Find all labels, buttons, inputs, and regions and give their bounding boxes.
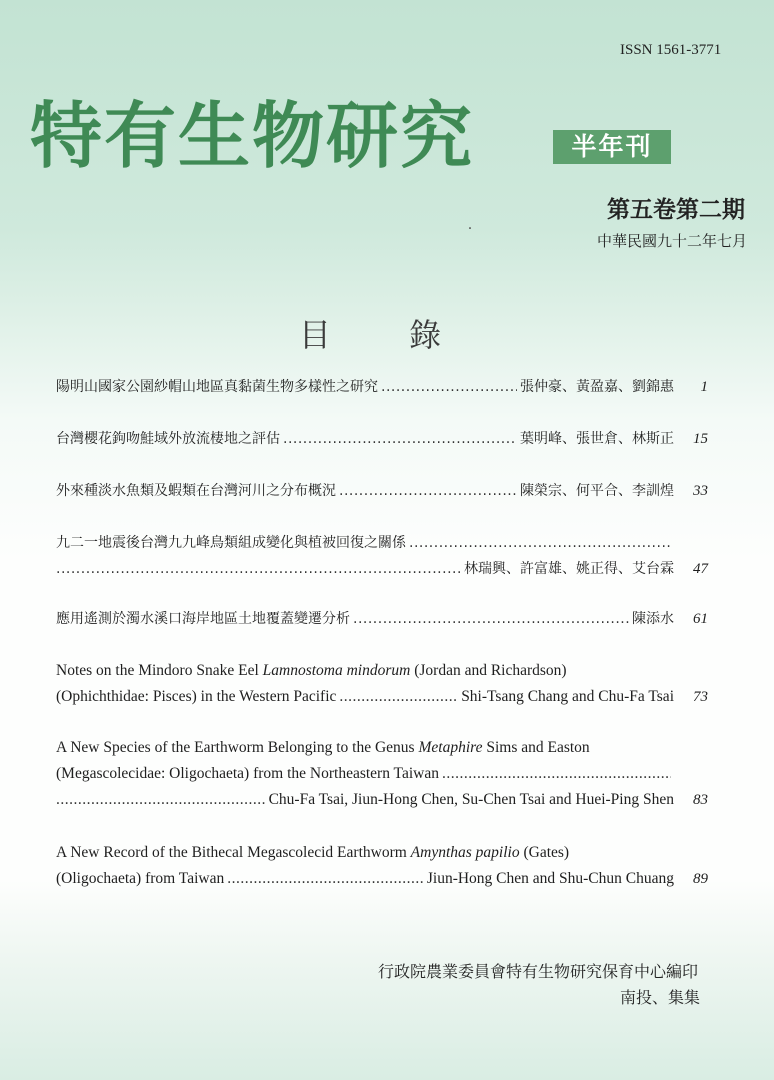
entry-page: 1 [700, 379, 708, 395]
entry-page: 15 [693, 431, 708, 447]
entry-title-line2: (Ophichthidae: Pisces) in the Western Pacific [56, 688, 337, 705]
entry-page: 89 [693, 871, 708, 887]
issn: ISSN 1561-3771 [620, 42, 722, 58]
entry-title-cont: Sims and Easton [482, 739, 590, 756]
entry-authors: 陳添水 [632, 611, 674, 627]
leader-dots [409, 530, 671, 556]
entry-title: A New Record of the Bithecal Megascolecid Earthworm [56, 844, 411, 861]
publisher-location: 南投、集集 [620, 988, 701, 1007]
entry-authors: 葉明峰、張世倉、林斯正 [520, 431, 674, 447]
leader-dots [56, 787, 266, 813]
toc-entry[interactable] [56, 530, 708, 582]
toc-entry[interactable] [56, 658, 708, 710]
leader-dots [381, 374, 517, 400]
entry-title-line2: (Megascolecidae: Oligochaeta) from the Northeastern Taiwan [56, 765, 439, 782]
decorative-mark: ・ [465, 224, 475, 235]
entry-title-line2: (Oligochaeta) from Taiwan [56, 870, 225, 887]
entry-page: 73 [693, 689, 708, 705]
entry-authors: 張仲豪、黃盈嘉、劉錦惠 [520, 379, 674, 395]
entry-authors: 林瑞興、許富雄、姚正得、艾台霖 [464, 561, 674, 577]
leader-dots [442, 761, 671, 787]
toc-entry[interactable] [56, 426, 708, 452]
species-name: Metaphire [418, 739, 483, 756]
species-name: Lamnostoma mindorum [262, 662, 411, 679]
volume-issue: 第五卷第二期 [607, 197, 745, 223]
species-name: Amynthas papilio [410, 844, 520, 861]
entry-page: 47 [693, 561, 708, 577]
leader-dots [227, 866, 424, 892]
journal-title: 特有生物研究 [30, 94, 475, 178]
entry-authors: Shi-Tsang Chang and Chu-Fa Tsai [461, 688, 674, 705]
entry-title: 陽明山國家公園紗帽山地區真黏菌生物多樣性之研究 [56, 379, 378, 395]
leader-dots [56, 556, 461, 582]
entry-authors: Chu-Fa Tsai, Jiun-Hong Chen, Su-Chen Tsai and Huei-Ping Shen [268, 791, 674, 808]
entry-title-cont: (Gates) [519, 844, 570, 861]
frequency-badge: 半年刊 [553, 130, 671, 164]
entry-authors: Jiun-Hong Chen and Shu-Chun Chuang [426, 870, 674, 887]
entry-title: 九二一地震後台灣九九峰鳥類組成變化與植被回復之關係 [56, 535, 406, 551]
entry-page: 33 [693, 483, 708, 499]
leader-dots [339, 684, 458, 710]
publisher: 行政院農業委員會特有生物研究保育中心編印 [378, 962, 699, 981]
toc-heading: 目 錄 [298, 316, 476, 354]
entry-page: 83 [693, 792, 708, 808]
leader-dots [283, 426, 517, 452]
toc-entry[interactable] [56, 478, 708, 504]
entry-title: 應用遙測於濁水溪口海岸地區土地覆蓋變遷分析 [56, 611, 350, 627]
leader-dots [339, 478, 517, 504]
entry-title-cont: (Jordan and Richardson) [410, 662, 567, 679]
leader-dots [353, 606, 629, 632]
entry-title: 台灣櫻花鉤吻鮭域外放流棲地之評估 [56, 431, 280, 447]
toc-entry[interactable] [56, 606, 708, 632]
entry-title: Notes on the Mindoro Snake Eel [56, 662, 263, 679]
toc-entry[interactable] [56, 735, 708, 813]
entry-authors: 陳榮宗、何平合、李訓煌 [520, 483, 674, 499]
publish-date: 中華民國九十二年七月 [597, 232, 748, 250]
toc-entry[interactable] [56, 840, 708, 892]
entry-page: 61 [693, 611, 708, 627]
entry-title: 外來種淡水魚類及蝦類在台灣河川之分布概況 [56, 483, 336, 499]
toc-entry[interactable] [56, 374, 708, 400]
entry-title: A New Species of the Earthworm Belonging to the Genus [56, 739, 419, 756]
